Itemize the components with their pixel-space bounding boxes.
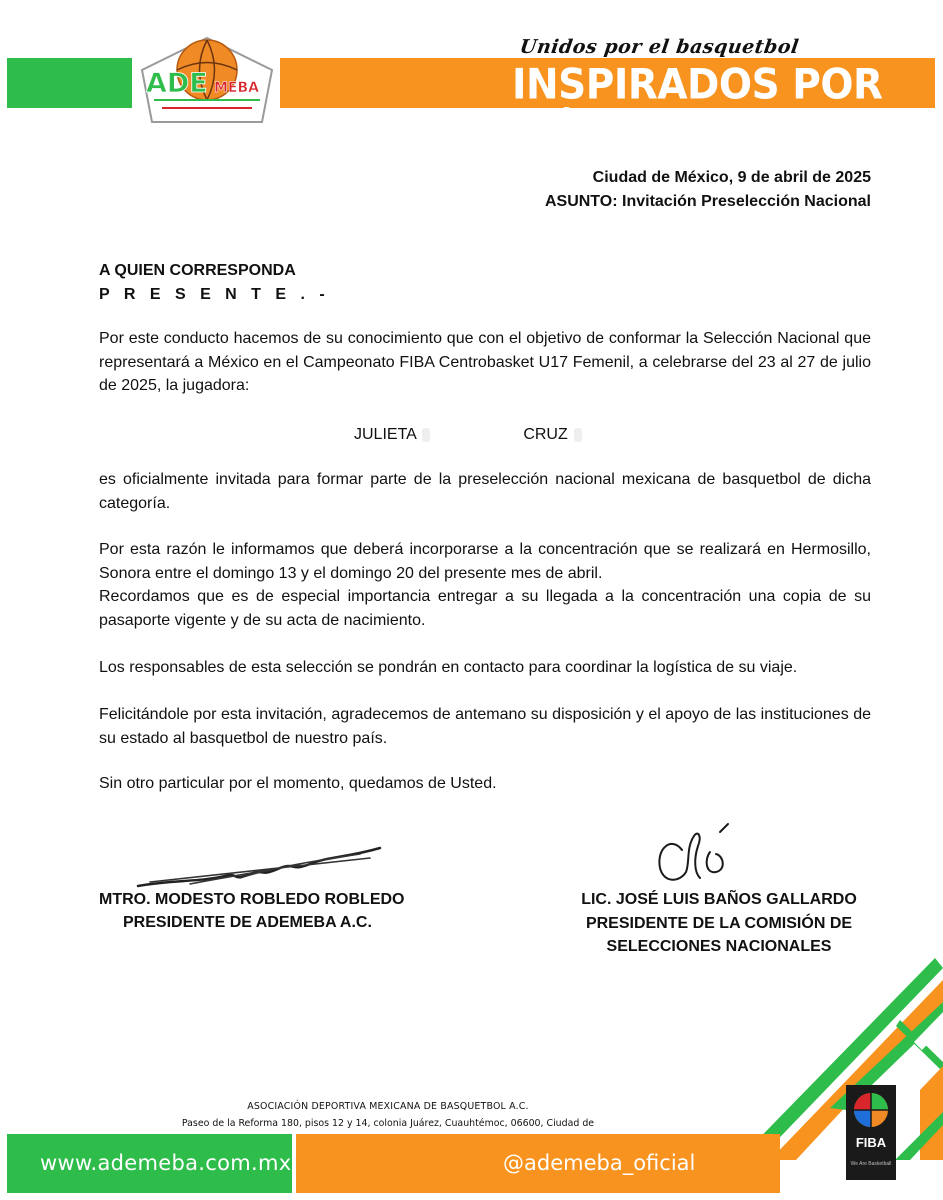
signer-right-title-2: SELECCIONES NACIONALES xyxy=(606,938,832,955)
signer-right xyxy=(565,888,873,959)
paragraph-congratulations: Felicitándole por esta invitación, agradecemos de antemano su disposición y el apoyo de las instituciones de su estado al basquetbol de nuestro país. xyxy=(99,706,871,747)
date-line: Ciudad de México, 9 de abril de 2025 xyxy=(592,169,871,186)
fiba-tagline: We Are Basketball xyxy=(850,1161,892,1167)
signer-left xyxy=(99,888,404,934)
logo-text-ade: ADE xyxy=(146,68,208,99)
paragraph-invitation: es oficialmente invitada para formar parte de la preselección nacional mexicana de basquetbol de dicha categoría. xyxy=(99,471,871,512)
date-block xyxy=(545,166,871,214)
fiba-logo xyxy=(846,1085,896,1180)
fiba-ball-icon xyxy=(852,1091,890,1129)
footer-social-handle: @ademeba_oficial xyxy=(503,1151,696,1175)
association-name: ASOCIACIÓN DEPORTIVA MEXICANA DE BASQUETBOL A.C. xyxy=(247,1101,529,1112)
presente-line: P R E S E N T E . - xyxy=(99,286,330,303)
logo-text-meba: MEBA xyxy=(214,80,260,96)
player-name xyxy=(354,423,584,447)
paragraph-concentration-location: Por esta razón le informamos que deberá incorporarse a la concentración que se realizará en Hermosillo, Sonora entre el domingo 13 y el domingo 20 del presente mes de abril. xyxy=(99,541,871,582)
paragraph-closing: Sin otro particular por el momento, quedamos de Usted. xyxy=(99,775,497,792)
ademeba-logo xyxy=(132,30,282,130)
player-first-name: JULIETA xyxy=(354,426,416,443)
signer-left-title: PRESIDENTE DE ADEMEBA A.C. xyxy=(123,914,372,931)
paragraph-concentration xyxy=(99,538,871,632)
subject-line: ASUNTO: Invitación Preselección Nacional xyxy=(544,193,871,210)
paragraph-concentration-documents: Recordamos que es de especial importancia entregar a su llegada a la concentración una copia de su pasaporte vigente y de su acta de nacimiento. xyxy=(99,588,871,629)
player-last-name: CRUZ xyxy=(523,426,568,443)
signature-left-handwritten xyxy=(130,838,390,893)
signer-right-name: LIC. JOSÉ LUIS BAÑOS GALLARDO xyxy=(581,891,857,908)
redacted-mark xyxy=(422,428,430,442)
addressee-block xyxy=(99,259,330,307)
header-headline: INSPIRADOS POR MÉXICO xyxy=(512,60,883,158)
footer-website: www.ademeba.com.mx xyxy=(40,1151,292,1175)
redacted-mark xyxy=(439,428,517,442)
header-green-band xyxy=(7,58,132,108)
paragraph-logistics: Los responsables de esta selección se pondrán en contacto para coordinar la logística de su viaje. xyxy=(99,659,798,676)
association-address: Paseo de la Reforma 180, pisos 12 y 14, colonia Juárez, Cuauhtémoc, 06600, Ciudad de xyxy=(181,1118,595,1129)
addressee: A QUIEN CORRESPONDA xyxy=(99,262,296,279)
fiba-label: FIBA xyxy=(855,1135,887,1150)
signature-right-handwritten xyxy=(650,822,760,892)
redacted-mark xyxy=(574,428,582,442)
signer-left-name: MTRO. MODESTO ROBLEDO ROBLEDO xyxy=(99,891,405,908)
signer-right-title-1: PRESIDENTE DE LA COMISIÓN DE xyxy=(585,914,853,932)
header-slogan: Unidos por el basquetbol xyxy=(518,36,801,58)
paragraph-intro: Por este conducto hacemos de su conocimiento que con el objetivo de conformar la Selección Nacional que representará a México en el Campeonato FIBA Centrobasket U17 Femenil, a celebrarse del 23 al 27 de julio de 2025, la jugadora: xyxy=(99,330,871,394)
corner-stripes-decoration xyxy=(700,950,943,1160)
